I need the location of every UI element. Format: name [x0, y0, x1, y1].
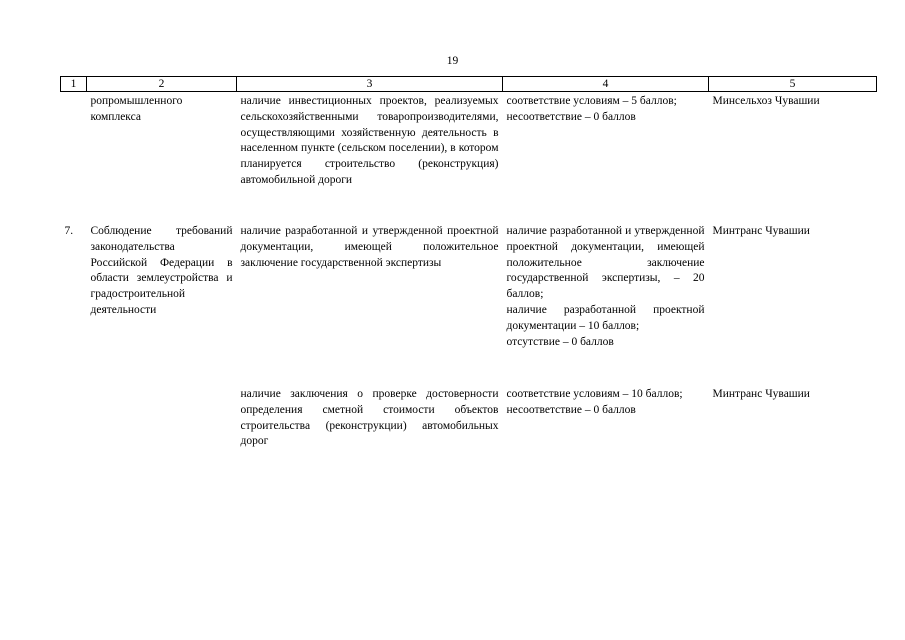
indicator-cell: наличие инвестиционных проектов, реализуемых сельскохозяйственными товаропроизводителями, осуществляющими хозяйственную деятельность в населенном пункте (сельском поселении), в котором планируется строительство (реконструкция) автомобильной дороги: [240, 95, 499, 186]
score-line: соответствие условиям – 5 баллов;: [506, 95, 677, 107]
criterion-cell: Соблюдение требований законодательства Российской Федерации в области землеустройства и градостроительной деятельности: [90, 225, 233, 316]
row-number: [61, 379, 87, 450]
score-line: наличие разработанной проектной документации – 10 баллов;: [506, 303, 705, 332]
row-number: 7.: [64, 225, 74, 237]
table-row: [61, 92, 877, 217]
table-row: [61, 216, 877, 379]
score-line: наличие разработанной и утвержденной проектной документации, имеющей положительное заключение государственной экспертизы, – 20 баллов;: [506, 225, 705, 301]
header-col-3: 3: [237, 77, 503, 92]
row-number: [61, 92, 87, 217]
indicator-cell: наличие заключения о проверке достоверности определения сметной стоимости объектов строительства (реконструкции) автомобильных дорог: [240, 388, 499, 448]
score-cell: [503, 216, 709, 379]
score-line: несоответствие – 0 баллов: [506, 403, 636, 416]
authority-cell: Минтранс Чувашии: [712, 388, 810, 400]
header-col-5: 5: [709, 77, 877, 92]
header-col-4: 4: [503, 77, 709, 92]
score-line: несоответствие – 0 баллов: [506, 110, 636, 123]
header-row: [61, 77, 877, 92]
criterion-cell: [87, 379, 237, 450]
score-line: соответствие условиям – 10 баллов;: [506, 388, 683, 400]
authority-cell: Минтранс Чувашии: [712, 225, 810, 237]
criterion-cell: ропромышленного комплекса: [90, 95, 183, 123]
score-cell: [503, 92, 709, 217]
criteria-table: [60, 76, 877, 450]
authority-cell: Минсельхоз Чувашии: [712, 95, 820, 107]
header-col-2: 2: [87, 77, 237, 92]
table-row: [61, 379, 877, 450]
score-cell: [503, 379, 709, 450]
header-col-1: 1: [61, 77, 87, 92]
indicator-cell: наличие разработанной и утвержденной проектной документации, имеющей положительное заключение государственной экспертизы: [240, 225, 499, 269]
page-number: 19: [446, 55, 459, 67]
score-line: отсутствие – 0 баллов: [506, 335, 614, 348]
